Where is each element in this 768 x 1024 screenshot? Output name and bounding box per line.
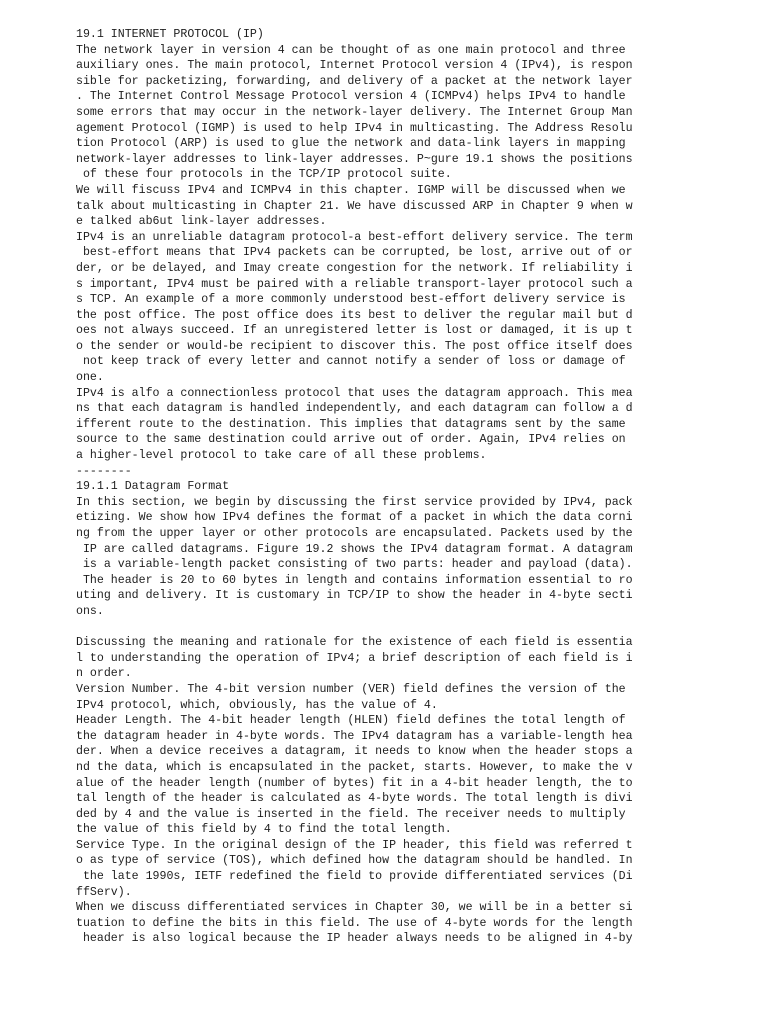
text-line: -------- [76,464,132,478]
text-line: talk about multicasting in Chapter 21. We have discussed ARP in Chapter 9 when w [76,199,633,213]
text-line: is a variable-length packet consisting of two parts: header and payload (data). [76,558,633,572]
text-line: der, or be delayed, and Imay create congestion for the network. If reliability i [76,261,633,275]
text-line: IPv4 is an unreliable datagram protocol-a best-effort delivery service. The term [76,230,633,244]
text-line [76,620,676,636]
text-line: alue of the header length (number of bytes) fit in a 4-bit header length, the to [76,776,633,790]
text-line: tuation to define the bits in this field. The use of 4-byte words for the length [76,916,633,930]
text-line: o the sender or would-be recipient to discover this. The post office itself does [76,339,633,353]
text-line: ffServ). [76,885,132,899]
text-line: l to understanding the operation of IPv4; a brief description of each field is i [76,651,633,665]
text-line: agement Protocol (IGMP) is used to help IPv4 in multicasting. The Address Resolu [76,121,633,135]
text-line: one. [76,371,104,385]
text-line: . The Internet Control Message Protocol version 4 (ICMPv4) helps IPv4 to handle [76,90,626,104]
text-line: nd the data, which is encapsulated in the packet, starts. However, to make the v [76,760,633,774]
text-line: header is also logical because the IP header always needs to be aligned in 4-by [76,932,633,946]
text-line: 19.1.1 Datagram Format [76,480,230,494]
text-line: some errors that may occur in the network-layer delivery. The Internet Group Man [76,105,633,119]
text-line: network-layer addresses to link-layer addresses. P~gure 19.1 shows the positions [76,152,633,166]
text-line: Version Number. The 4-bit version number (VER) field defines the version of the [76,682,626,696]
text-line: oes not always succeed. If an unregistered letter is lost or damaged, it is up t [76,324,633,338]
text-line: We will fiscuss IPv4 and ICMPv4 in this chapter. IGMP will be discussed when we [76,183,626,197]
text-line: IPv4 is alfo a connectionless protocol that uses the datagram approach. This mea [76,386,633,400]
text-line: of these four protocols in the TCP/IP protocol suite. [76,168,452,182]
text-line: In this section, we begin by discussing the first service provided by IPv4, pack [76,495,633,509]
text-line: not keep track of every letter and cannot notify a sender of loss or damage of [76,355,626,369]
text-line: a higher-level protocol to take care of all these problems. [76,449,487,463]
text-line: the datagram header in 4-byte words. The IPv4 datagram has a variable-length hea [76,729,633,743]
document-text [76,27,676,947]
text-line: etizing. We show how IPv4 defines the format of a packet in which the data corni [76,511,633,525]
text-line: ng from the upper layer or other protocols are encapsulated. Packets used by the [76,527,633,540]
text-line: IP are called datagrams. Figure 19.2 shows the IPv4 datagram format. A datagram [76,542,633,556]
text-line: sible for packetizing, forwarding, and delivery of a packet at the network layer [76,74,633,88]
text-line: 19.1 INTERNET PROTOCOL (IP) [76,28,264,41]
text-line: The header is 20 to 60 bytes in length and contains information essential to ro [76,573,633,587]
text-line: s important, IPv4 must be paired with a reliable transport-layer protocol such a [76,277,633,291]
text-line: ons. [76,604,104,618]
text-line: auxiliary ones. The main protocol, Internet Protocol version 4 (IPv4), is respon [76,59,633,73]
text-line: ifferent route to the destination. This implies that datagrams sent by the same [76,417,626,431]
text-line: the post office. The post office does its best to deliver the regular mail but d [76,308,633,322]
text-line: best-effort means that IPv4 packets can be corrupted, be lost, arrive out of or [76,246,633,260]
text-line: uting and delivery. It is customary in TCP/IP to show the header in 4-byte secti [76,589,633,603]
text-line: e talked ab6ut link-layer addresses. [76,215,327,229]
text-line: the late 1990s, IETF redefined the field to provide differentiated services (Di [76,870,633,884]
text-line: o as type of service (TOS), which defined how the datagram should be handled. In [76,854,633,868]
text-line: ded by 4 and the value is inserted in the field. The receiver needs to multiply [76,807,626,821]
text-line: the value of this field by 4 to find the total length. [76,823,452,837]
text-line: tal length of the header is calculated as 4-byte words. The total length is divi [76,792,633,806]
text-line: Discussing the meaning and rationale for the existence of each field is essentia [76,636,633,650]
text-line: source to the same destination could arrive out of order. Again, IPv4 relies on [76,433,626,447]
text-line: tion Protocol (ARP) is used to glue the network and data-link layers in mapping [76,137,626,151]
text-line: Header Length. The 4-bit header length (HLEN) field defines the total length of [76,714,626,728]
text-line: der. When a device receives a datagram, it needs to know when the header stops a [76,745,633,759]
text-line: When we discuss differentiated services in Chapter 30, we will be in a better si [76,901,633,915]
text-line: Service Type. In the original design of the IP header, this field was referred t [76,838,633,852]
text-line: The network layer in version 4 can be thought of as one main protocol and three [76,43,626,57]
text-line: IPv4 protocol, which, obviously, has the value of 4. [76,698,438,712]
text-line: n order. [76,667,132,681]
text-line: s TCP. An example of a more commonly understood best-effort delivery service is [76,293,626,307]
text-line: ns that each datagram is handled independently, and each datagram can follow a d [76,402,633,416]
